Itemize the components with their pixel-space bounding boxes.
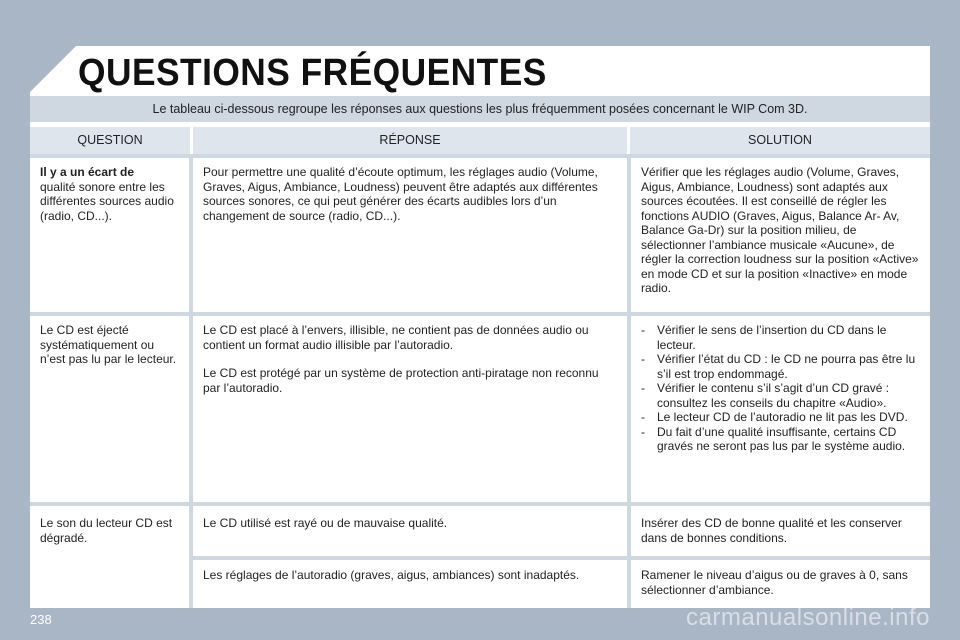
answer-text: Le CD utilisé est rayé ou de mauvaise qualité. xyxy=(203,516,448,530)
page-corner-fold xyxy=(30,46,76,92)
list-item: - Vérifier le sens de l’insertion du CD dans le lecteur. xyxy=(641,323,922,352)
column-header-answer: RÉPONSE xyxy=(193,127,627,154)
table-row-1-solution xyxy=(631,158,930,312)
table-row-2-solution xyxy=(631,316,930,502)
solution-list xyxy=(641,323,922,454)
list-item: - Le lecteur CD de l’autoradio ne lit pas les DVD. xyxy=(641,410,922,425)
intro-banner: Le tableau ci-dessous regroupe les réponses aux questions les plus fréquemment posées concernant le WIP Com 3D. xyxy=(30,96,930,122)
solution-text: Vérifier que les réglages audio (Volume, Graves, Aigus, Ambiance, Loudness) sont adaptés aux sources écoutées. Il est conseillé de régler les fonctions AUDIO (Graves, Aigus, Balance Ar- Av, Balance Ga-Dr) sur la position milieu, de sélectionner l’ambiance musicale «Aucune», de régler la correction loudness sur la position «Active» en mode CD et sur la position «Inactive» en mode radio. xyxy=(641,165,919,295)
list-item: - Vérifier l’état du CD : le CD ne pourra pas être lu s’il est trop endommagé. xyxy=(641,352,922,381)
table-row-1-question xyxy=(30,158,189,312)
table-row-2-answer xyxy=(193,316,627,502)
question-text: qualité sonore entre les différentes sources audio (radio, CD...). xyxy=(40,179,174,223)
question-emphasis: Il y a un écart de xyxy=(40,165,135,179)
question-text: Le son du lecteur CD est dégradé. xyxy=(40,516,173,545)
table-row-3-solution-2 xyxy=(631,560,930,608)
answer-text: Les réglages de l’autoradio (graves, aigus, ambiances) sont inadaptés. xyxy=(203,568,580,582)
table-row-3-solution-1 xyxy=(631,506,930,556)
table-row-3-answer-1 xyxy=(193,506,627,556)
table-row-2-question xyxy=(30,316,189,502)
answer-text: Le CD est protégé par un système de protection anti-piratage non reconnu par l’autoradio. xyxy=(203,366,599,395)
list-item: - Vérifier le contenu s’il s’agit d’un CD gravé : consultez les conseils du chapitre «Audio». xyxy=(641,381,922,410)
column-header-solution: SOLUTION xyxy=(630,127,930,154)
column-header-question: QUESTION xyxy=(30,127,190,154)
solution-text: Ramener le niveau d’aigus ou de graves à 0, sans sélectionner d’ambiance. xyxy=(641,568,908,597)
solution-text: Insérer des CD de bonne qualité et les conserver dans de bonnes conditions. xyxy=(641,516,902,545)
table-row-3-question xyxy=(30,506,189,608)
page-number: 238 xyxy=(30,612,52,627)
page-title: QUESTIONS FRÉQUENTES xyxy=(78,52,547,94)
answer-text: Pour permettre une qualité d’écoute optimum, les réglages audio (Volume, Graves, Aigus, Ambiance, Loudness) peuvent être adaptés aux différentes sources sonores, ce qui peut générer des écarts audibles lors d’un changement de source (radio, CD...). xyxy=(203,165,598,223)
table-row-1-answer xyxy=(193,158,627,312)
list-item: - Du fait d’une qualité insuffisante, certains CD gravés ne seront pas lus par le système audio. xyxy=(641,425,922,454)
table-row-3-answer-2 xyxy=(193,560,627,608)
question-text: Le CD est éjecté systématiquement ou n’est pas lu par le lecteur. xyxy=(40,323,177,366)
watermark: carmanualsonline.info xyxy=(686,604,930,631)
answer-text: Le CD est placé à l’envers, illisible, ne contient pas de données audio ou contient un format audio illisible par l’autoradio. xyxy=(203,323,589,352)
